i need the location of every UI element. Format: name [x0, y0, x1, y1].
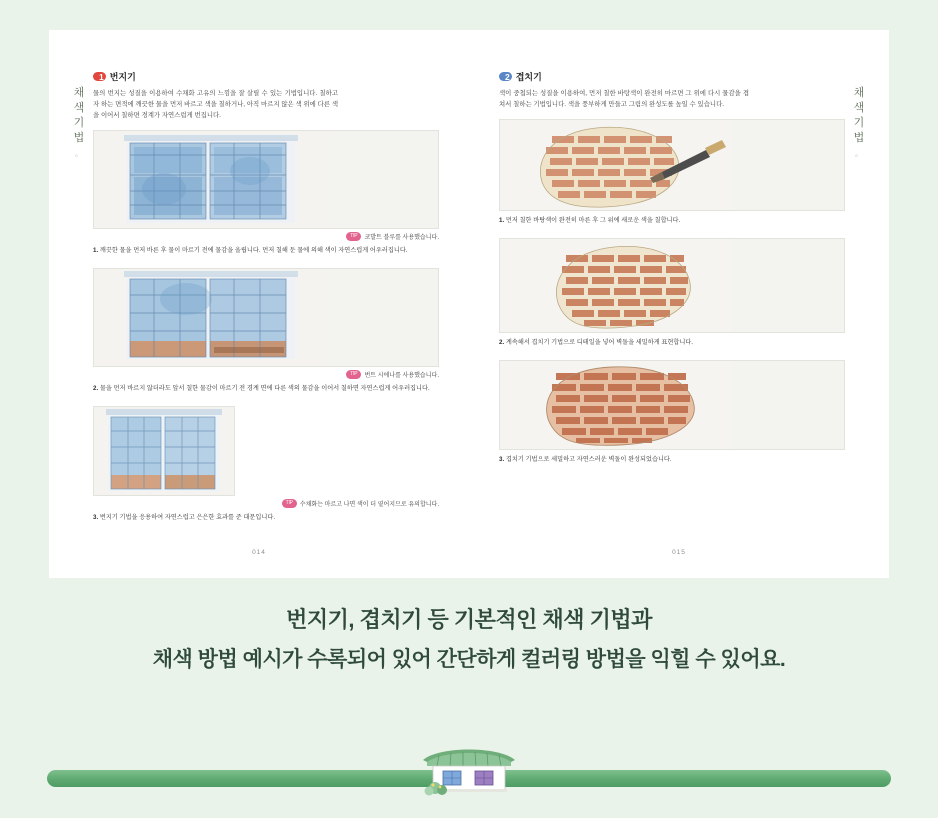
figure-brick-wash-1 [499, 119, 845, 211]
door-illustration-icon [94, 131, 327, 228]
side-title-dot: 。 [855, 149, 863, 158]
side-title-char: 기 [73, 117, 85, 129]
step-text: 번지기 기법을 응용하여 자연스럽고 은은한 효과를 준 대문입니다. [99, 514, 276, 521]
hanok-house-icon [409, 738, 529, 800]
promo-line-2: 채색 방법 예시가 수록되어 있어 간단하게 컬러링 방법을 익힐 수 있어요. [152, 648, 786, 671]
step-text: 깨끗한 물을 먼저 바른 후 물이 마르기 전에 물감을 올립니다. 먼저 칠해 둔 물에 의해 색이 자연스럽게 어우러집니다. [99, 247, 408, 254]
section-number: 1 [99, 71, 104, 82]
section-number: 2 [505, 71, 510, 82]
tip-row-3 [93, 499, 439, 508]
tip-row-2 [93, 370, 439, 379]
tip-text: 번트 시에나를 사용했습니다. [364, 373, 439, 379]
step-text: 먼저 칠한 바탕색이 완전히 마른 후 그 위에 새로운 색을 칠합니다. [505, 217, 681, 224]
step-index: 1. [93, 247, 99, 254]
section-heading-left [93, 70, 439, 83]
book-page-right [469, 30, 889, 578]
section-title: 겹치기 [515, 72, 542, 82]
brick-wall-illustration-icon [500, 361, 733, 449]
step-text: 계속해서 겹치기 기법으로 디테일을 넣어 벽돌을 세밀하게 표현합니다. [505, 339, 693, 346]
page-folio-left: 014 [252, 549, 266, 556]
section-title: 번지기 [109, 72, 136, 82]
brick-wall-illustration-icon [500, 120, 733, 210]
section-heading-right [499, 70, 845, 83]
step-caption-r1 [499, 216, 845, 226]
tip-badge: TIP [346, 370, 361, 379]
step-caption-r2 [499, 338, 845, 348]
tip-badge: TIP [282, 499, 297, 508]
side-title-char: 채 [853, 87, 865, 99]
figure-blue-door-finished [93, 406, 235, 496]
side-title-char: 법 [853, 132, 865, 144]
tip-row-1 [93, 232, 439, 241]
step-index: 2. [93, 385, 99, 392]
step-text: 물을 먼저 바르지 않더라도 앞서 칠한 물감이 마르기 전 경계 면에 다른 색의 물감을 이어서 칠하면 자연스럽게 어우러집니다. [99, 385, 430, 392]
step-caption-r3 [499, 455, 845, 465]
step-index: 3. [499, 456, 505, 463]
side-title-dot: 。 [75, 149, 83, 158]
book-spread [49, 30, 889, 578]
side-title-char: 색 [73, 102, 85, 114]
step-caption-2 [93, 384, 439, 394]
book-page-left [49, 30, 469, 578]
side-title-right [851, 86, 867, 161]
step-index: 2. [499, 339, 505, 346]
door-illustration-icon [94, 269, 327, 366]
right-page-content [499, 70, 845, 465]
step-text: 겹치기 기법으로 세밀하고 자연스러운 벽돌이 완성되었습니다. [505, 456, 672, 463]
page-folio-right: 015 [672, 549, 686, 556]
side-title-char: 기 [853, 117, 865, 129]
step-index: 1. [499, 217, 505, 224]
door-illustration-icon [94, 407, 234, 495]
section-intro: 색이 중첩되는 성질을 이용하여, 먼저 칠한 바탕색이 완전히 마르면 그 위에 다시 물감을 겹쳐서 칠하는 기법입니다. 색을 풍부하게 만들고 그림의 완성도를 높일 수 있습니다. [499, 90, 749, 108]
step-caption-3 [93, 513, 439, 523]
figure-brick-wash-2 [499, 238, 845, 333]
step-index: 3. [93, 514, 99, 521]
tip-badge: TIP [346, 232, 361, 241]
side-title-char: 색 [853, 102, 865, 114]
promo-line-1: 번지기, 겹치기 등 기본적인 채색 기법과 [286, 607, 652, 632]
left-page-content [93, 70, 439, 523]
tip-text: 수채화는 마르고 나면 색이 더 옅어지므로 유의합니다. [299, 502, 439, 508]
promo-block [0, 600, 938, 680]
side-title-left [71, 86, 87, 161]
brick-wall-illustration-icon [500, 239, 733, 332]
side-title-char: 채 [73, 87, 85, 99]
tip-text: 코발트 블루를 사용했습니다. [364, 235, 439, 241]
section-intro: 물의 번지는 성질을 이용하여 수채화 고유의 느낌을 잘 살릴 수 있는 기법입니다. 칠하고자 하는 면적에 깨끗한 물을 먼저 바르고 색을 칠하거나, 아직 마르지 않은 색 위에 다른 색을 이어서 칠하면 경계가 자연스럽게 번집니다. [93, 90, 338, 119]
figure-blue-door-wash-1 [93, 130, 439, 229]
figure-brick-finished [499, 360, 845, 450]
figure-blue-door-wash-2 [93, 268, 439, 367]
step-caption-1 [93, 246, 439, 256]
side-title-char: 법 [73, 132, 85, 144]
